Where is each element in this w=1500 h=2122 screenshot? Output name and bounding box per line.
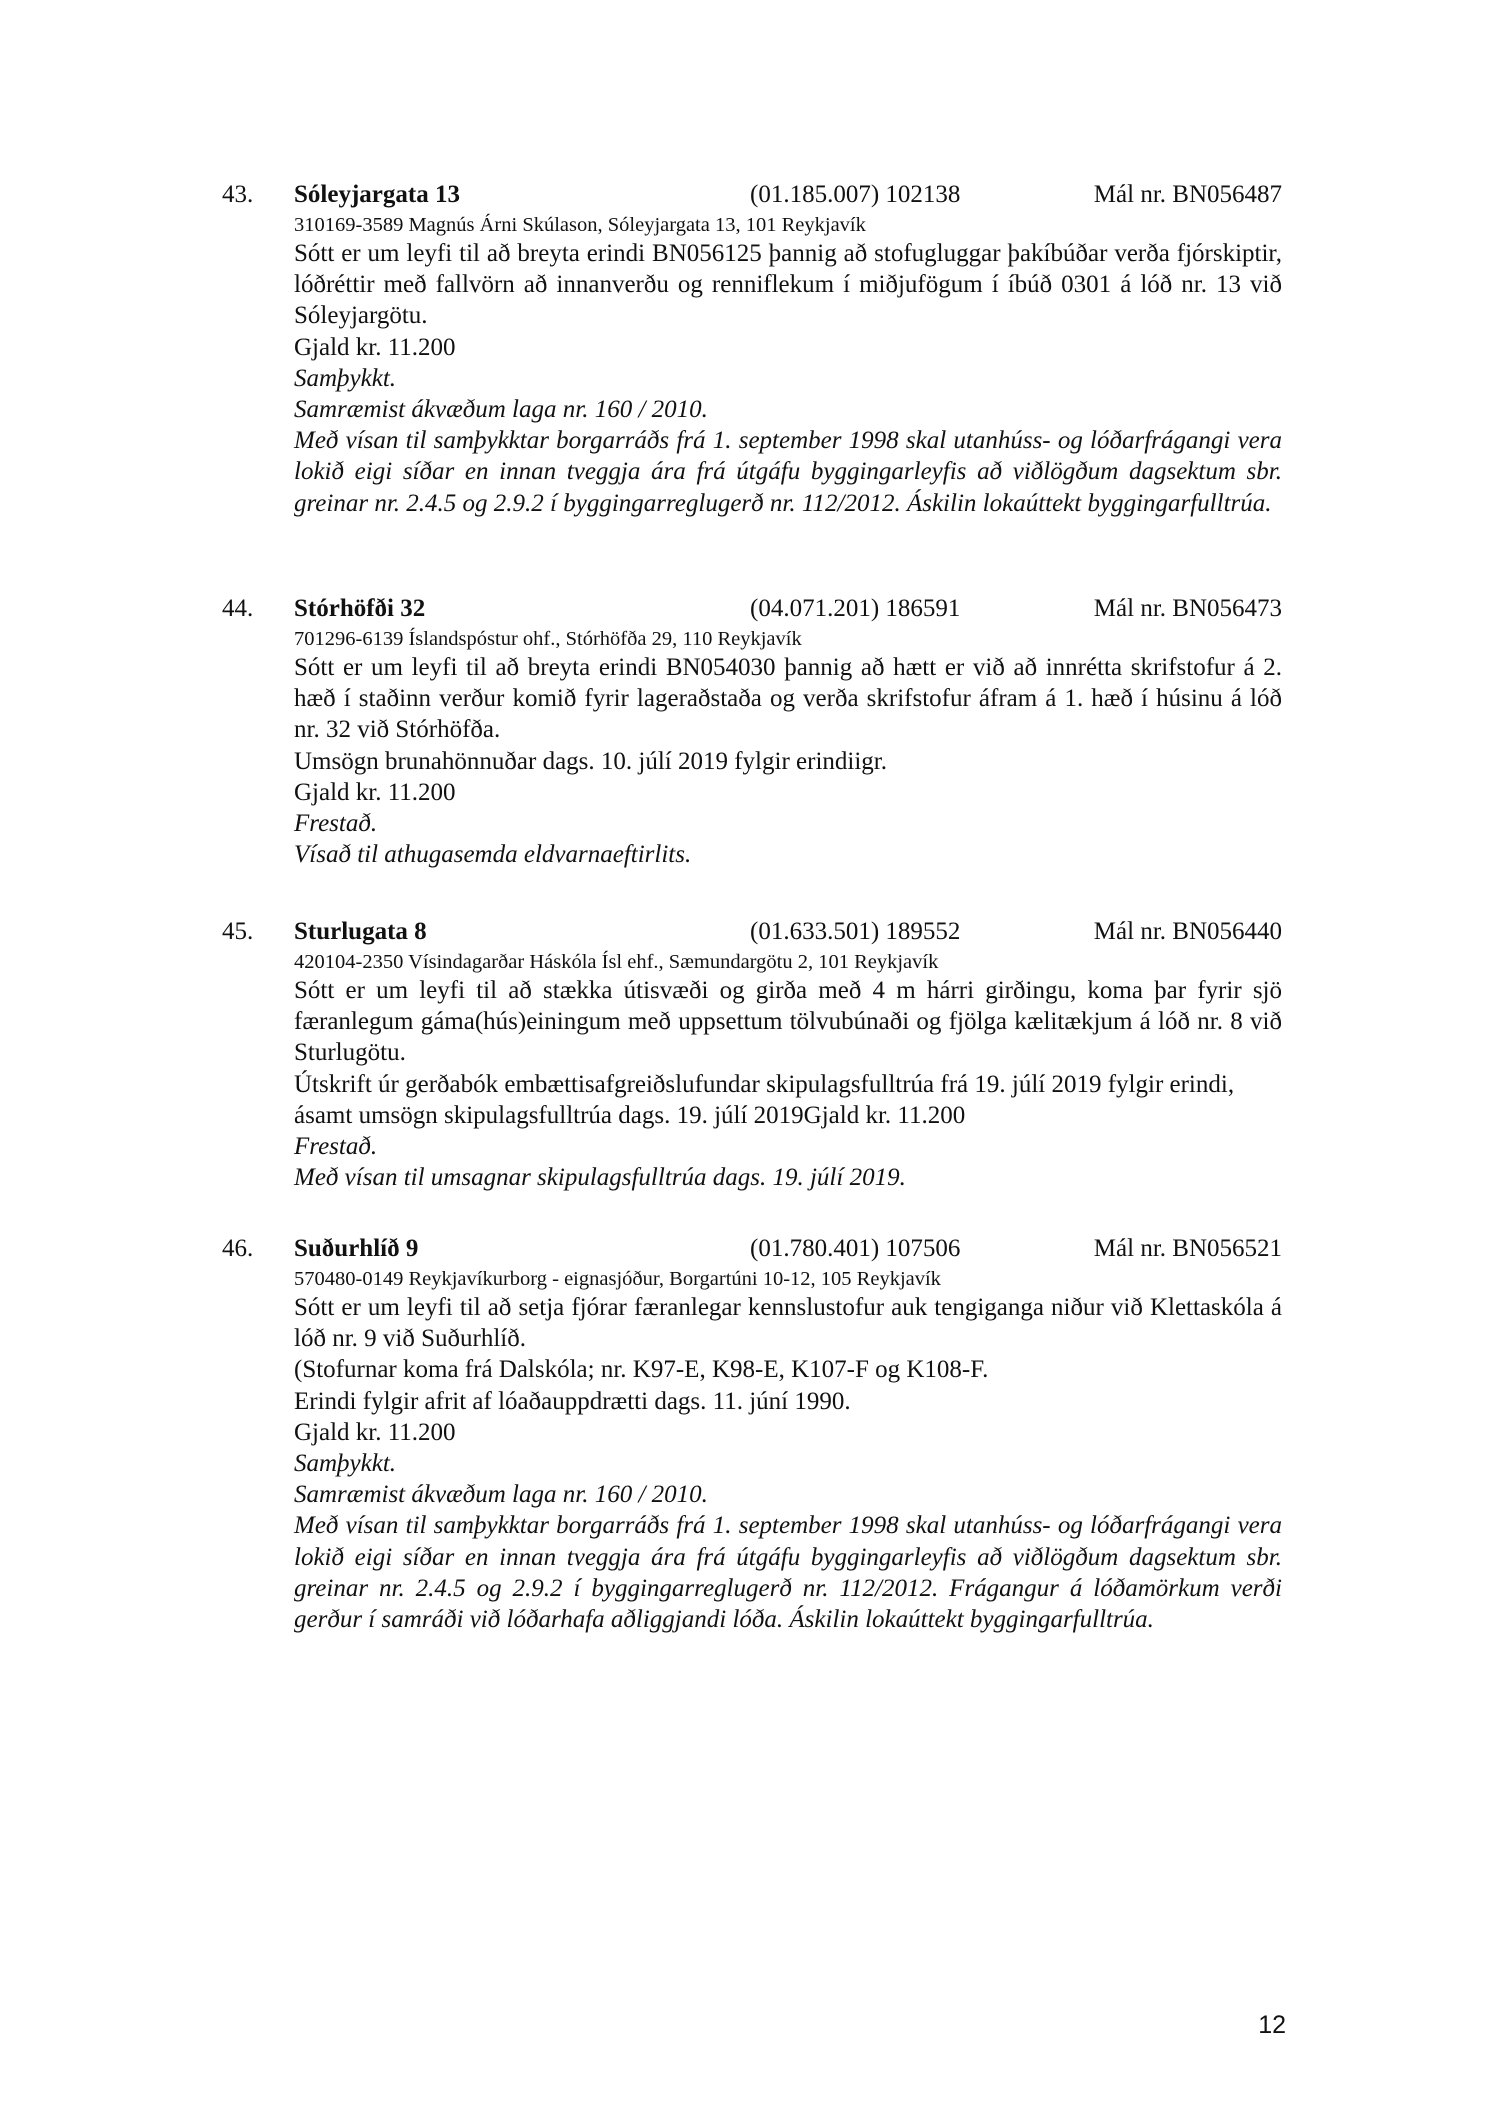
entry-decision: Frestað. — [294, 1133, 378, 1161]
case-entry-45 — [222, 915, 1282, 1193]
entry-body — [294, 626, 1282, 870]
entry-body — [294, 949, 1282, 1193]
entry-note: Með vísan til umsagnar skipulagsfulltrúa dags. 19. júlí 2019. — [294, 1164, 906, 1192]
entry-body — [294, 1266, 1282, 1635]
entry-owner: 701296-6139 Íslandspóstur ohf., Stórhöfða 29, 110 Reykjavík — [294, 628, 802, 650]
entry-description: Sótt er um leyfi til að setja fjórar færanlegar kennslustofur auk tengiganga niður við Klettaskóla á lóð nr. 9 við Suðurhlíð. — [294, 1294, 1282, 1353]
entry-note: Með vísan til samþykktar borgarráðs frá 1. september 1998 skal utanhúss- og lóðarfrágangi vera lokið eigi síðar en innan tveggja ára frá útgáfu byggingarleyfis að viðlögðum dagsektum sbr. greinar nr. 2.4.5 og 2.9.2 í byggingarreglugerð nr. 112/2012. Frágangur á lóðamörkum verði gerður í samráði við lóðarhafa aðliggjandi lóða. Áskilin lokaúttekt byggingarfulltrúa. — [294, 1512, 1282, 1634]
entry-note: Samræmist ákvæðum laga nr. 160 / 2010. — [294, 396, 708, 424]
entry-fee: Gjald kr. 11.200 — [294, 778, 456, 806]
entry-case-number: Mál nr. BN056473 — [1093, 595, 1282, 622]
case-entry-43 — [222, 178, 1282, 519]
entry-lot-number: (01.633.501) 189552 — [750, 918, 961, 945]
case-entry-46 — [222, 1232, 1282, 1635]
entry-decision: Frestað. — [294, 810, 378, 838]
entry-extra: Erindi fylgir afrit af lóaðauppdrætti dags. 11. júní 1990. — [294, 1387, 851, 1415]
entry-owner: 570480-0149 Reykjavíkurborg - eignasjóður, Borgartúni 10-12, 105 Reykjavík — [294, 1268, 941, 1290]
entry-address: Sturlugata 8 — [294, 918, 427, 945]
entry-lot-number: (04.071.201) 186591 — [750, 595, 961, 622]
entry-description: Sótt er um leyfi til að breyta erindi BN056125 þannig að stofugluggar þakíbúðar verða fjórskiptir, lóðréttir með fallvörn að innanverðu og renniflekum í miðjufögum í íbúð 0301 á lóð nr. 13 við Sóleyjargötu. — [294, 240, 1282, 330]
entry-owner: 420104-2350 Vísindagarðar Háskóla Ísl ehf., Sæmundargötu 2, 101 Reykjavík — [294, 951, 939, 973]
entry-address: Stórhöfði 32 — [294, 595, 426, 622]
entry-note: Samræmist ákvæðum laga nr. 160 / 2010. — [294, 1481, 708, 1509]
entry-header — [222, 592, 1282, 626]
entry-case-number: Mál nr. BN056440 — [1093, 918, 1282, 945]
entry-number: 45. — [222, 918, 254, 945]
entry-number: 44. — [222, 595, 254, 622]
entry-lot-number: (01.185.007) 102138 — [750, 181, 961, 208]
entry-decision: Samþykkt. — [294, 364, 397, 392]
entry-header — [222, 1232, 1282, 1266]
entry-note: Vísað til athugasemda eldvarnaeftirlits. — [294, 841, 692, 869]
page-number: 12 — [1258, 2011, 1286, 2039]
entry-description: Sótt er um leyfi til að stækka útisvæði og girða með 4 m hárri girðingu, koma þar fyrir sjö færanlegum gáma(hús)einingum með uppsettum tölvubúnaði og fjölga kælitækjum á lóð nr. 8 við Sturlugötu. — [294, 977, 1282, 1067]
entry-number: 46. — [222, 1235, 254, 1262]
entry-owner: 310169-3589 Magnús Árni Skúlason, Sóleyjargata 13, 101 Reykjavík — [294, 214, 866, 236]
entry-address: Suðurhlíð 9 — [294, 1235, 419, 1262]
entry-header — [222, 915, 1282, 949]
entry-case-number: Mál nr. BN056487 — [1093, 181, 1282, 208]
entry-lot-number: (01.780.401) 107506 — [750, 1235, 961, 1262]
entry-decision: Samþykkt. — [294, 1450, 397, 1478]
entry-header — [222, 178, 1282, 212]
entry-extra: (Stofurnar koma frá Dalskóla; nr. K97-E, K98-E, K107-F og K108-F. — [294, 1356, 989, 1384]
case-entry-44 — [222, 592, 1282, 870]
entry-extra: Umsögn brunahönnuðar dags. 10. júlí 2019 fylgir erindiigr. — [294, 747, 887, 775]
entry-description: Sótt er um leyfi til að breyta erindi BN054030 þannig að hætt er við að innrétta skrifstofur á 2. hæð í staðinn verður komið fyrir lageraðstaða og verða skrifstofur áfram á 1. hæð í húsinu á lóð nr. 32 við Stórhöfða. — [294, 654, 1282, 744]
entry-note: Með vísan til samþykktar borgarráðs frá 1. september 1998 skal utanhúss- og lóðarfrágangi vera lokið eigi síðar en innan tveggja ára frá útgáfu byggingarleyfis að viðlögðum dagsektum sbr. greinar nr. 2.4.5 og 2.9.2 í byggingarreglugerð nr. 112/2012. Áskilin lokaúttekt byggingarfulltrúa. — [294, 427, 1282, 517]
entry-number: 43. — [222, 181, 254, 208]
entry-case-number: Mál nr. BN056521 — [1093, 1235, 1282, 1262]
entry-extra: Útskrift úr gerðabók embættisafgreiðslufundar skipulagsfulltrúa frá 19. júlí 2019 fylgir erindi, ásamt umsögn skipulagsfulltrúa dags. 19. júlí 2019Gjald kr. 11.200 — [294, 1070, 1235, 1129]
entry-fee: Gjald kr. 11.200 — [294, 333, 456, 361]
entry-body — [294, 212, 1282, 519]
entry-fee: Gjald kr. 11.200 — [294, 1418, 456, 1446]
entry-address: Sóleyjargata 13 — [294, 181, 460, 208]
